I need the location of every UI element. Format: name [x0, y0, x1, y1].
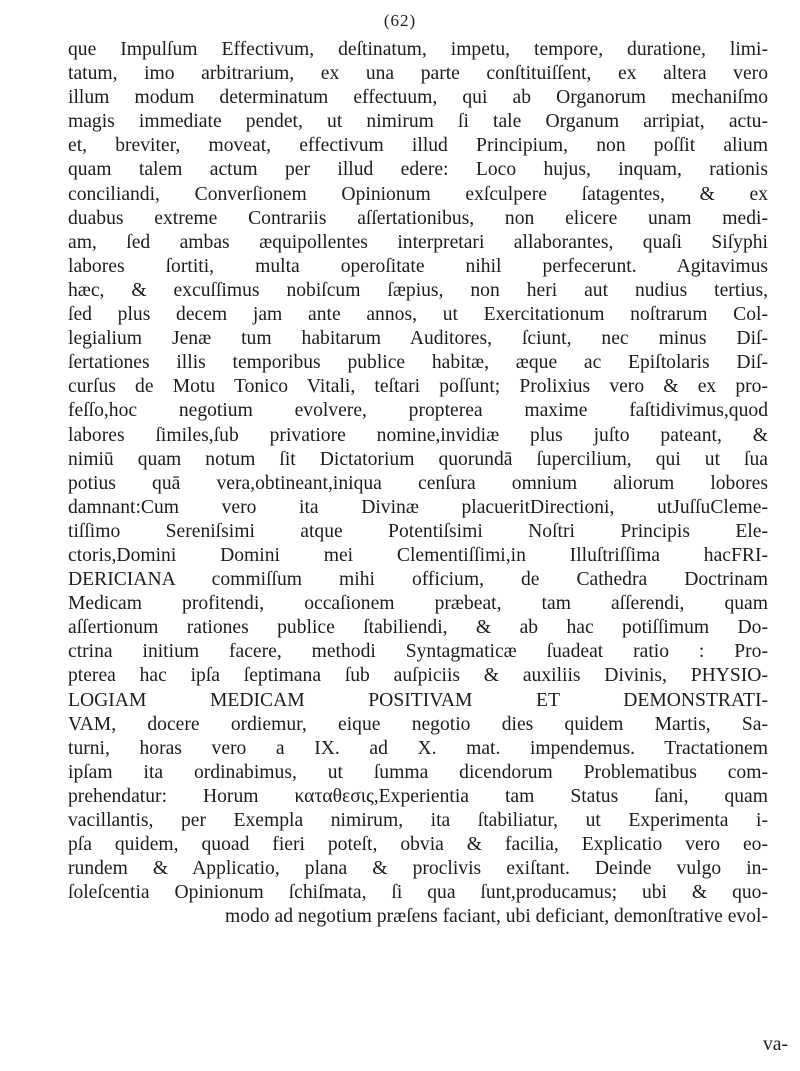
text-line: ſoleſcentia Opinionum ſchiſmata, ſi qua ſunt,producamus; ubi & quo-: [68, 882, 768, 904]
catchword: va-: [762, 1034, 788, 1055]
text-line: nimiū quam notum ſit Dictatorium quorundā ſupercilium, qui ut ſua: [68, 448, 768, 470]
text-line: quam talem actum per illud edere: Loco hujus, inquam, rationis: [68, 159, 768, 181]
text-line: ctrina initium facere, methodi Syntagmaticæ ſuadeat ratio : Pro-: [68, 641, 768, 663]
text-line: que Impulſum Effectivum, deſtinatum, impetu, tempore, duratione, limi-: [68, 39, 768, 60]
text-line: modo ad negotium præſens faciant, ubi deficiant, demonſtrative evol-: [224, 906, 768, 928]
text-line: curſus de Motu Tonico Vitali, teſtari poſſunt; Prolixius vero & ex pro-: [68, 376, 768, 398]
body-text: [68, 38, 768, 929]
text-line: ctoris,Domini Domini mei Clementiſſimi,in Illuſtriſſima hacFRI-: [68, 544, 768, 566]
text-line: damnant:Cum vero ita Divinæ placueritDirectioni, utJuſſuCleme-: [68, 496, 768, 518]
text-line: aſſertionum rationes publice ſtabiliendi, & ab hac potiſſimum Do-: [68, 617, 768, 639]
text-line: illum modum determinatum effectuum, qui ab Organorum mechaniſmo: [68, 87, 768, 109]
text-line: VAM, docere ordiemur, eique negotio dies quidem Martis, Sa-: [68, 713, 768, 735]
text-line: LOGIAM MEDICAM POSITIVAM ET DEMONSTRATI-: [68, 689, 768, 711]
text-line: ipſam ita ordinabimus, ut ſumma dicendorum Problematibus com-: [68, 761, 768, 783]
text-line: am, ſed ambas æquipollentes interpretari allaborantes, quaſi Siſyphi: [68, 231, 768, 253]
text-line: duabus extreme Contrariis aſſertationibus, non elicere unam medi-: [68, 207, 768, 229]
page-header: [0, 10, 800, 32]
text-line: DERICIANA commiſſum mihi officium, de Cathedra Doctrinam: [68, 569, 768, 591]
page-number: (62): [383, 11, 417, 30]
text-line: conciliandi, Converſionem Opinionum exſculpere ſatagentes, & ex: [68, 183, 768, 205]
text-line: Medicam profitendi, occaſionem præbeat, tam aſſerendi, quam: [68, 593, 768, 615]
text-line: legialium Jenæ tum habitarum Auditores, ſciunt, nec minus Diſ-: [68, 328, 768, 350]
text-line: feſſo,hoc negotium evolvere, propterea maxime faſtidivimus,quod: [68, 400, 768, 422]
text-line: tiſſimo Sereniſsimi atque Potentiſsimi Noſtri Principis Ele-: [68, 520, 768, 542]
text-line: ſertationes illis temporibus publice habitæ, æque ac Epiſtolaris Diſ-: [68, 352, 768, 374]
text-line: pterea hac ipſa ſeptimana ſub auſpiciis & auxiliis Divinis, PHYSIO-: [68, 665, 768, 687]
text-line: pſa quidem, quoad fieri poteſt, obvia & facilia, Explicatio vero eo-: [68, 834, 768, 856]
text-line: potius quā vera,obtineant,iniqua cenſura omnium aliorum lobores: [68, 472, 768, 494]
text-line: magis immediate pendet, ut nimirum ſi tale Organum arripiat, actu-: [68, 111, 768, 133]
text-line: et, breviter, moveat, effectivum illud Principium, non poſſit alium: [68, 135, 768, 157]
text-line: rundem & Applicatio, plana & proclivis exiſtant. Deinde vulgo in-: [68, 858, 768, 880]
text-line: vacillantis, per Exempla nimirum, ita ſtabiliatur, ut Experimenta i-: [68, 810, 768, 831]
text-line: labores ſortiti, multa operoſitate nihil perfecerunt. Agitavimus: [68, 255, 768, 277]
text-line: turni, horas vero a IX. ad X. mat. impendemus. Tractationem: [68, 737, 768, 759]
text-line: tatum, imo arbitrarium, ex una parte conſtituiſſent, ex altera vero: [68, 63, 768, 85]
text-line: prehendatur: Horum καταθεσις,Experientia tam Status ſani, quam: [68, 785, 768, 807]
text-line: labores ſimiles,ſub privatiore nomine,invidiæ plus juſto pateant, &: [68, 424, 768, 446]
text-line: hæc, & excuſſimus nobiſcum ſæpius, non heri aut nudius tertius,: [68, 279, 768, 301]
text-line: ſed plus decem jam ante annos, ut Exercitationum noſtrarum Col-: [68, 304, 768, 326]
